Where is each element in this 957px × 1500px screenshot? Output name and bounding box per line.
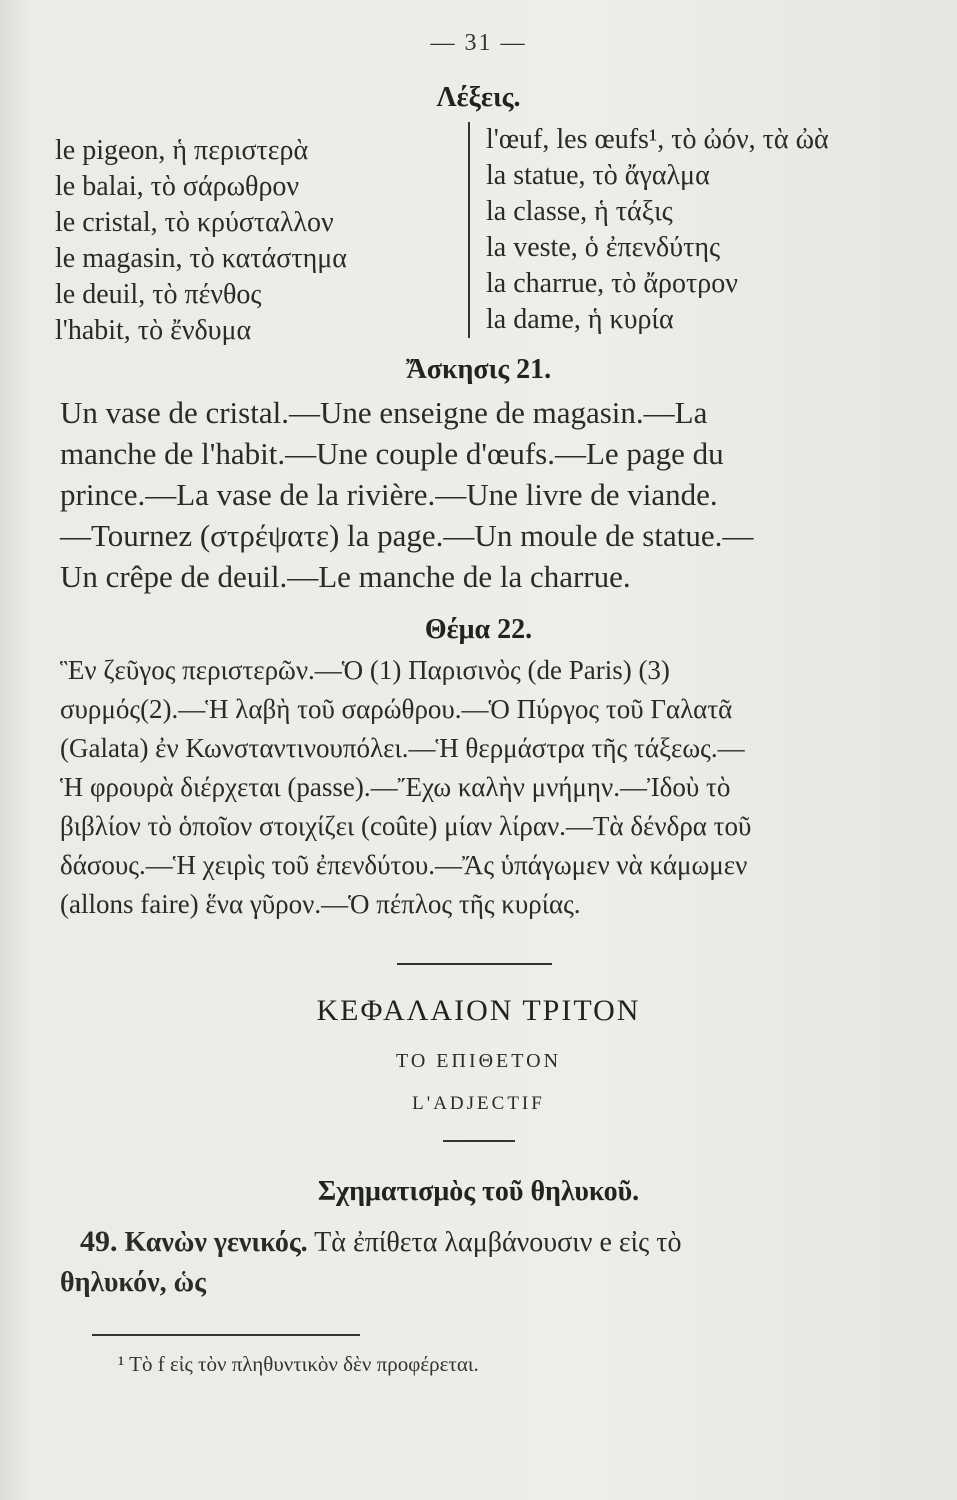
vocabulary-entry: la classe, ἡ τάξις: [486, 196, 673, 227]
section-49: [60, 1222, 910, 1303]
vocabulary-entry: la veste, ὁ ἐπενδύτης: [486, 232, 721, 263]
vocabulary-entry: le deuil, τὸ πένθος: [55, 279, 262, 310]
exercise-heading: Ἄσκησις 21.: [405, 354, 552, 385]
theme-text: Ἓν ζεῦγος περιστερῶν.—Ὁ (1) Παρισινὸς (de Paris) (3) συρμός(2).—Ἡ λαβὴ τοῦ σαρώθρου.—Ὁ Πύργος τοῦ Γαλατᾶ (Galata) ἐν Κωνσταντινουπόλει.—Ἡ θερμάστρα τῆς τάξεως.— Ἡ φρουρὰ διέρχεται (passe).—Ἔχω καλὴν μνήμην.—Ἰδοὺ τὸ βιβλίον τὸ ὁποῖον στοιχίζει (coûte) μίαν λίραν.—Τὰ δένδρα τοῦ δάσους.—Ἡ χειρὶς τοῦ ἐπενδύτου.—Ἄς ὑπάγωμεν νὰ κάμωμεν (allons faire) ἕνα γῦρον.—Ὁ πέπλος τῆς κυρίας.: [60, 655, 752, 919]
vocabulary-entry: la dame, ἡ κυρία: [486, 304, 674, 335]
vocabulary-entry: le cristal, τὸ κρύσταλλον: [55, 207, 334, 238]
vocabulary-left-column: [55, 133, 347, 349]
page-number: — 31 —: [430, 30, 527, 56]
vocabulary-entry: l'habit, τὸ ἔνδυμα: [55, 315, 252, 346]
chapter-french-subtitle: L'ADJECTIF: [412, 1093, 545, 1114]
section-continuation: θηλυκόν, ὡς: [60, 1267, 206, 1298]
vocabulary-entry: la statue, τὸ ἄγαλμα: [486, 160, 710, 191]
separator-rule: [443, 1140, 515, 1142]
vocabulary-entry: le pigeon, ἡ περιστερὰ: [55, 135, 309, 166]
footnote-rule: [92, 1334, 360, 1336]
vocabulary-entry: la charrue, τὸ ἄροτρον: [486, 268, 738, 299]
separator-rule: [397, 963, 552, 965]
section-text: Τὰ ἐπίθετα λαμβάνουσιν e εἰς τὸ: [314, 1227, 682, 1258]
vocabulary-entry: le magasin, τὸ κατάστημα: [55, 243, 347, 274]
vocabulary-right-column: [468, 122, 829, 338]
section-lead: Κανὼν γενικός.: [124, 1227, 308, 1258]
chapter-greek-subtitle: ΤΟ ΕΠΙΘΕΤΟΝ: [395, 1050, 562, 1072]
exercise-text: Un vase de cristal.—Une enseigne de magasin.—La manche de l'habit.—Une couple d'œufs.—Le page du prince.—La vase de la rivière.—Une livre de viande. —Tournez (στρέψατε) la page.—Un moule de statue.— Un crêpe de deuil.—Le manche de la charrue.: [60, 395, 754, 594]
vocabulary-heading: Λέξεις.: [436, 82, 521, 113]
chapter-title: ΚΕΦΑΛΑΙΟΝ ΤΡΙΤΟΝ: [316, 994, 641, 1027]
vocabulary-entry: le balai, τὸ σάρωθρον: [55, 171, 300, 202]
section-number: 49.: [80, 1225, 118, 1258]
footnote: ¹ Τὸ f εἰς τὸν πληθυντικὸν δὲν προφέρεται.: [118, 1352, 479, 1376]
subsection-heading: Σχηματισμὸς τοῦ θηλυκοῦ.: [317, 1176, 640, 1207]
theme-heading: Θέμα 22.: [424, 614, 533, 645]
vocabulary-entry: l'œuf, les œufs¹, τὸ ὠόν, τὰ ὠὰ: [486, 124, 829, 155]
